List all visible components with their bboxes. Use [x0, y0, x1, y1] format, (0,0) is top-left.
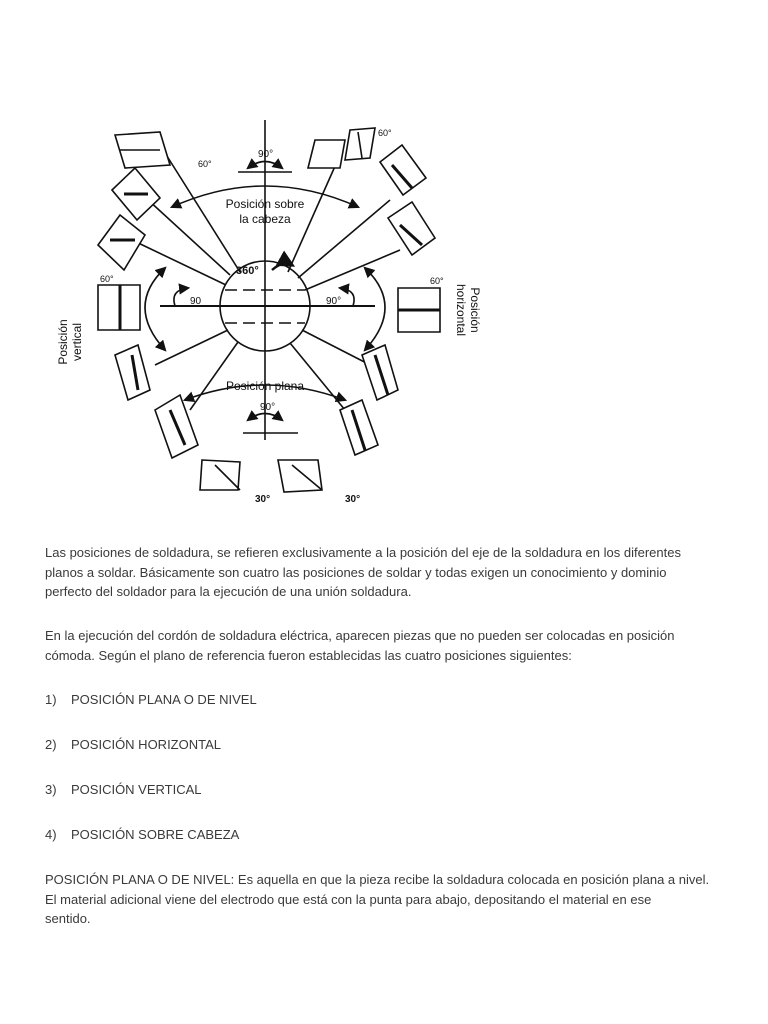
text-line: El material adicional viene del electrodo que está con la punta para abajo, depositando el material en ese	[45, 891, 652, 907]
overhead-label-line2: la cabeza	[239, 212, 291, 226]
angle-90-right: 90°	[326, 296, 342, 307]
list-number: 4)	[45, 827, 57, 842]
angle-90-top: 90°	[258, 149, 274, 160]
angle-60-top-left: 60°	[198, 159, 212, 169]
list-text: POSICIÓN SOBRE CABEZA	[71, 827, 240, 842]
text-line: cómoda. Según el plano de referencia fueron establecidas las cuatro posiciones siguientes:	[45, 647, 572, 663]
list-item	[45, 825, 239, 844]
welding-positions-diagram	[40, 110, 540, 520]
overhead-label-line1: Posición sobre	[225, 197, 305, 211]
angle-360: 360°	[236, 265, 259, 277]
text-line: perfecto del soldador para la ejecución de una unión soldadura.	[45, 584, 412, 599]
text-line: Las posiciones de soldadura, se refieren exclusivamente a la posición del eje de la soldadura en los diferentes	[45, 545, 681, 560]
weld-plates	[98, 128, 440, 492]
list-number: 2)	[45, 737, 57, 752]
vertical-label-line1: Posición	[56, 319, 70, 365]
angle-60-right: 60°	[430, 276, 444, 286]
horizontal-arc	[365, 268, 385, 350]
text-line: sentido.	[45, 911, 91, 926]
list-text: POSICIÓN HORIZONTAL	[71, 737, 221, 752]
text-line: planos a soldar. Básicamente son cuatro las posiciones de soldar y todas exigen un conocimiento y dominio	[45, 564, 667, 580]
list-number: 3)	[45, 782, 57, 797]
text-line: POSICIÓN PLANA O DE NIVEL: Es aquella en que la pieza recibe la soldadura colocada en posición plana a nivel.	[45, 872, 710, 887]
angle-30-bottom-left: 30°	[255, 494, 271, 505]
angle-90-left: 90	[190, 296, 202, 307]
intro-paragraph	[45, 543, 735, 602]
vertical-arc	[145, 268, 165, 350]
flat-label: Posición plana	[225, 379, 305, 393]
angle-30-bottom-right: 30°	[345, 494, 361, 505]
list-item	[45, 780, 202, 799]
context-paragraph	[45, 626, 735, 665]
angle-60-top-right: 60°	[378, 128, 392, 138]
list-number: 1)	[45, 692, 57, 707]
horizontal-label-line1: Posición	[468, 287, 482, 333]
horizontal-label-line2: horizontal	[454, 283, 468, 337]
vertical-label-line2: vertical	[70, 322, 84, 362]
definition-paragraph	[45, 870, 735, 929]
angle-90-bottom: 90°	[260, 402, 276, 413]
angle-60-left: 60°	[100, 274, 114, 284]
list-text: POSICIÓN PLANA O DE NIVEL	[71, 692, 257, 707]
list-text: POSICIÓN VERTICAL	[71, 782, 202, 797]
text-line: En la ejecución del cordón de soldadura eléctrica, aparecen piezas que no pueden ser colocadas en posición	[45, 628, 675, 643]
list-item	[45, 690, 257, 709]
list-item	[45, 735, 221, 754]
